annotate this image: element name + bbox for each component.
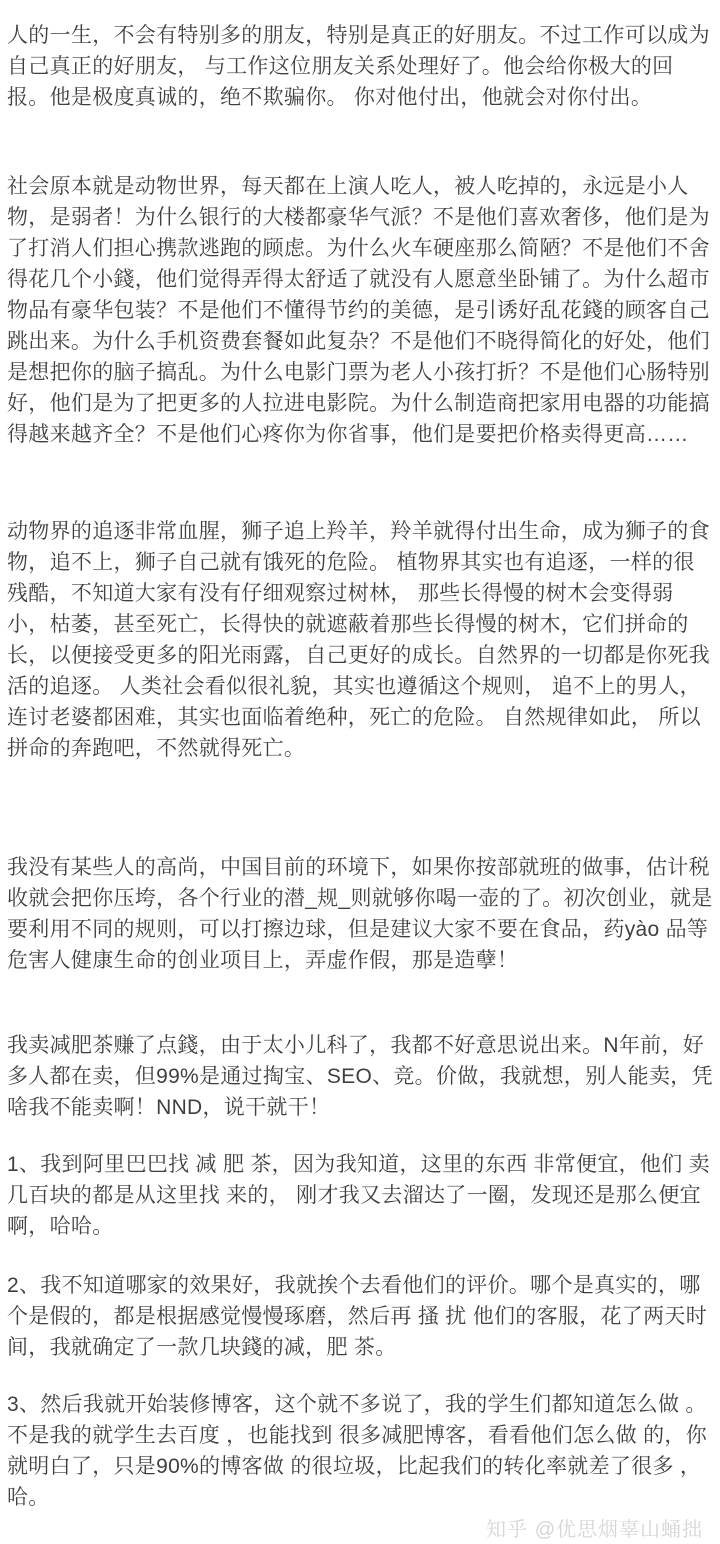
paragraph-diet-tea-intro: 我卖减肥茶赚了点錢，由于太小儿科了，我都不好意思说出来。N年前，好多人都在卖，但99%是通过掏宝、SEO、竞。价做，我就想，别人能卖，凭啥我不能卖啊！NND，说干就干！ [7,1034,713,1119]
paragraph-chase-nature: 动物界的追逐非常血腥，狮子追上羚羊，羚羊就得付出生命，成为狮子的食物，追不上，狮子自己就有饿死的危险。 植物界其实也有追逐，一样的很残酷，不知道大家有没有仔细观察过树林， 那些长得慢的树木会变得弱小，枯萎，甚至死亡，长得快的就遮蔽着那些长得慢的树木，它们拼命的长，以便接受更多的阳光雨露，自己更好的成长。自然界的一切都是你死我活的追逐。 人类社会看似很礼貌，其实也遵循这个规则， 追不上的男人，连讨老婆都困难，其实也面临着绝种，死亡的危险。 自然规律如此， 所以拼命的奔跑吧，不然就得死亡。 [7,520,710,760]
list-item-step-3: 3、然后我就开始装修博客，这个就不多说了，我的学生们都知道怎么做 。不是我的就学生去百度 ，也能找到 很多减肥博客，看看他们怎么做 的，你就明白了，只是90%的博客做 的很垃圾，比起我们的转化率就差了很多 ，哈。 [7,1393,708,1509]
paragraph-work-friend: 人的一生，不会有特别多的朋友，特别是真正的好朋友。不过工作可以成为自己真正的好朋友， 与工作这位朋友关系处理好了。他会给你极大的回报。他是极度真诚的，绝不欺骗你。 你对他付出，他就会对你付出。 [7,24,710,109]
list-item-step-2: 2、我不知道哪家的效果好，我就挨个去看他们的评价。哪个是真实的，哪个是假的，都是根据感觉慢慢琢磨，然后再 搔 扰 他们的客服，花了两天时间，我就确定了一款几块錢的减，肥 茶。 [7,1274,708,1359]
article-body [0,20,720,1544]
zhihu-watermark: 知乎 @优思烟辜山蛹拙 [486,1519,703,1541]
paragraph-rules-startup: 我没有某些人的高尚，中国目前的环境下，如果你按部就班的做事，估计税 收就会把你压垮，各个行业的潜_规_则就够你喝一壶的了。初次创业，就是要利用不同的规则，可以打擦边球，但是建议大家不要在食品，药yào 品等危害人健康生命的创业项目上，弄虚作假，那是造孽！ [7,856,713,972]
list-item-step-1: 1、我到阿里巴巴找 减 肥 茶，因为我知道，这里的东西 非常便宜，他们 卖几百块的都是从这里找 来的， 刚才我又去溜达了一圈，发现还是那么便宜啊，哈哈。 [7,1153,710,1238]
paragraph-animal-world-society: 社会原本就是动物世界，每天都在上演人吃人，被人吃掉的，永远是小人物，是弱者！为什么银行的大楼都豪华气派？不是他们喜欢奢侈，他们是为了打消人们担心携款逃跑的顾虑。为什么火车硬座那么简陋？不是他们不舍得花几个小錢，他们觉得弄得太舒适了就没有人愿意坐卧铺了。为什么超市物品有豪华包装？不是他们不懂得节约的美德，是引诱好乱花錢的顾客自己跳出来。为什么手机资费套餐如此复杂？不是他们不晓得简化的好处，他们是想把你的脑子搞乱。为什么电影门票为老人小孩打折？不是他们心肠特别好，他们是为了把更多的人拉进电影院。为什么制造商把家用电器的功能搞得越来越齐全？不是他们心疼你为你省事，他们是要把价格卖得更高…… [7,175,710,446]
